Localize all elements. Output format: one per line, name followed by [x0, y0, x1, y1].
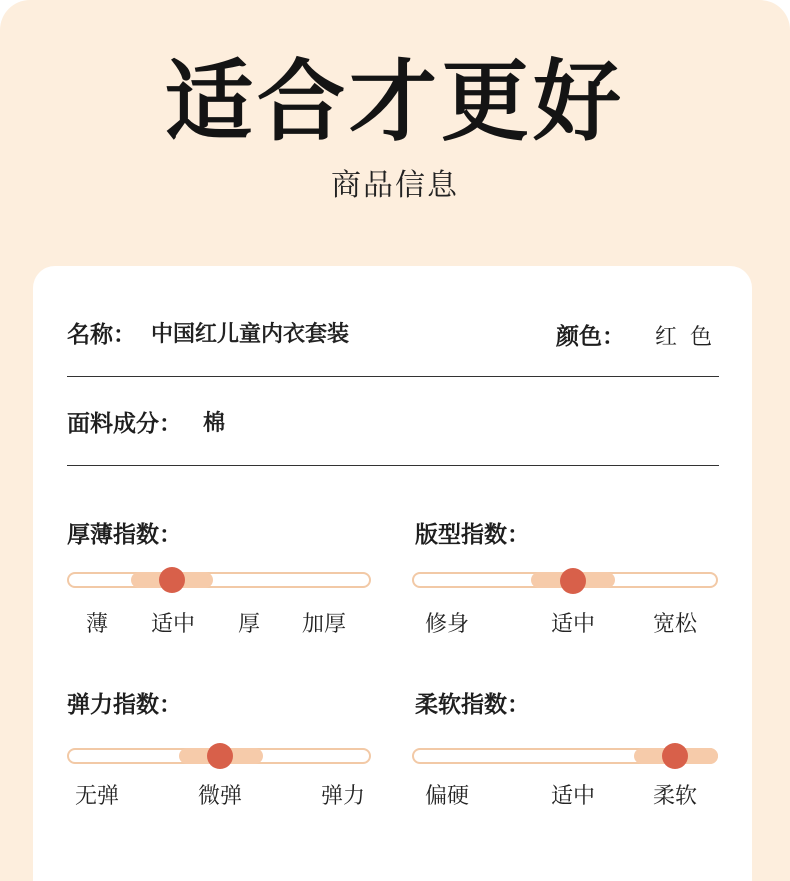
- fit-tick-medium: 适中: [550, 612, 596, 637]
- softness-tick-soft: 柔软: [652, 784, 698, 809]
- fit-index-label: 版型指数：: [415, 522, 530, 548]
- product-info-card: [33, 266, 752, 881]
- elasticity-tick-slight: 微弹: [197, 784, 243, 809]
- fabric-value: 棉: [203, 411, 226, 436]
- thickness-slider-knob[interactable]: [159, 567, 185, 593]
- fabric-label: 面料成分：: [67, 411, 182, 437]
- elasticity-tick-elastic: 弹力: [320, 784, 366, 809]
- thickness-tick-thin: 薄: [85, 612, 109, 637]
- name-label: 名称：: [67, 322, 136, 348]
- color-value: 红 色: [655, 325, 715, 350]
- divider-1: [67, 376, 719, 377]
- elasticity-tick-none: 无弹: [74, 784, 120, 809]
- thickness-index-label: 厚薄指数：: [67, 522, 182, 548]
- fit-tick-slim: 修身: [424, 612, 470, 637]
- softness-slider-knob[interactable]: [662, 743, 688, 769]
- thickness-tick-medium: 适中: [150, 612, 196, 637]
- page-subtitle: 商品信息: [331, 168, 459, 203]
- color-label: 颜色：: [556, 324, 625, 350]
- divider-2: [67, 465, 719, 466]
- elasticity-index-label: 弹力指数：: [67, 692, 182, 718]
- elasticity-slider-knob[interactable]: [207, 743, 233, 769]
- thickness-slider-track[interactable]: [67, 572, 371, 588]
- name-value: 中国红儿童内衣套装: [151, 322, 350, 347]
- softness-tick-hard: 偏硬: [424, 784, 470, 809]
- page-title: 适合才更好: [164, 50, 625, 153]
- fit-slider-knob[interactable]: [560, 568, 586, 594]
- softness-index-label: 柔软指数：: [415, 692, 530, 718]
- softness-tick-medium: 适中: [550, 784, 596, 809]
- thickness-tick-thick: 厚: [237, 612, 261, 637]
- thickness-tick-extra-thick: 加厚: [301, 612, 347, 637]
- fit-tick-loose: 宽松: [652, 612, 698, 637]
